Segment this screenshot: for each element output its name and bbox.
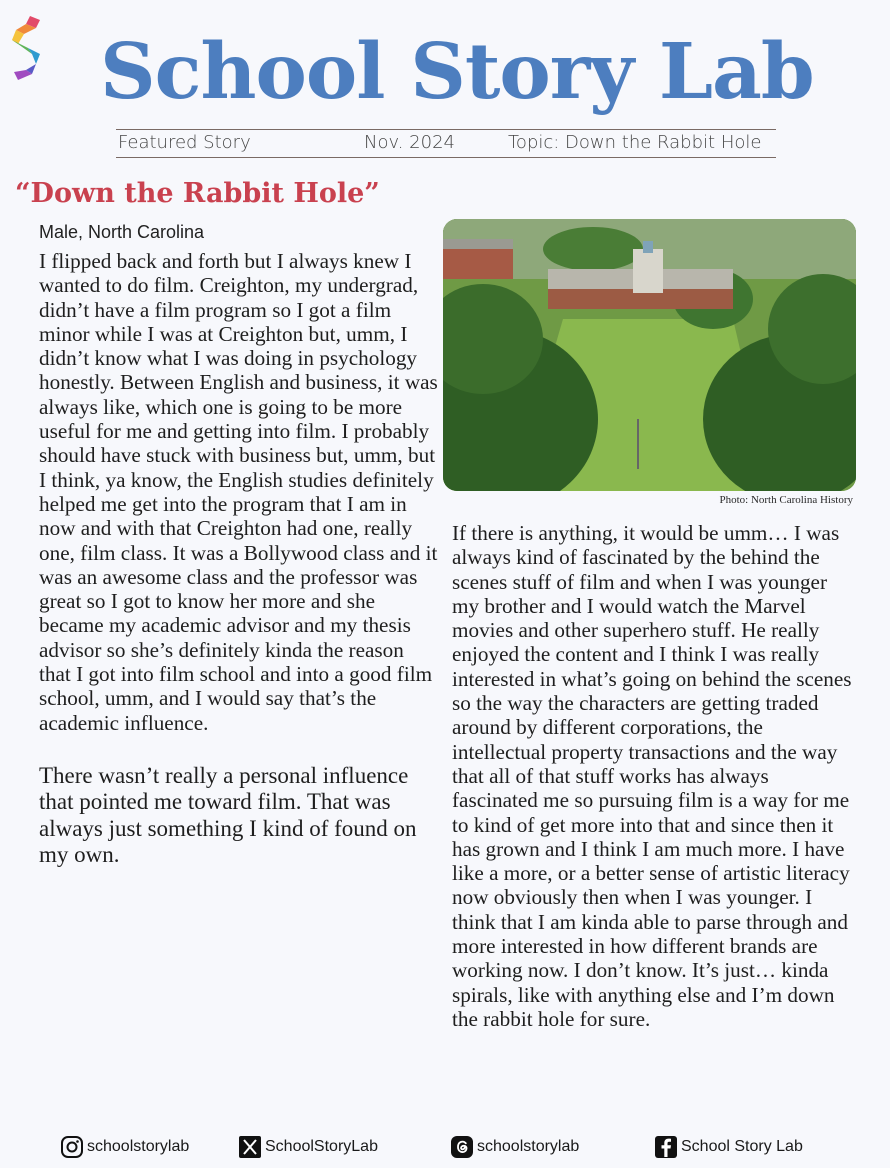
story-paragraph: If there is anything, it would be umm… I was always kind of fascinated by the behind the scenes stuff of film and when I was younger my brother and I would watch the Marvel movies and other superhero stuff. He really enjoyed the content and I think I was really interested in what’s going on behind the scenes so the way the characters are getting traded around by different corporations, the intellectual property transactions and the way that all of that stuff works has always fascinated me so pursuing film is a way for me to kind of get more into that and since then it has grown and I think I am much more. I have like a more, or a better sense of artistic literacy now obviously then when I was younger. I think that I am kinda able to parse through and more interested in how different brands are working now. I don’t know. It’s just… kinda spirals, like with anything else and I’m down the rabbit hole for sure. — [452, 521, 852, 1031]
instagram-icon — [60, 1135, 84, 1159]
threads-icon — [450, 1135, 474, 1159]
threads-link[interactable] — [450, 1134, 579, 1160]
campus-photo — [443, 219, 856, 491]
photo-caption: Photo: North Carolina History — [719, 494, 853, 506]
facebook-icon — [654, 1135, 678, 1159]
right-column — [452, 521, 852, 1031]
masthead-title: School Story Lab — [100, 27, 814, 117]
left-column — [39, 249, 439, 868]
byline: Male, North Carolina — [39, 222, 205, 242]
story-paragraph: There wasn’t really a personal influence that pointed me toward film. That was always just something I kind of found on my own. — [39, 762, 417, 867]
story-title: “Down the Rabbit Hole” — [15, 178, 380, 209]
facebook-link[interactable] — [654, 1134, 803, 1160]
story-paragraph: I flipped back and forth but I always knew I wanted to do film. Creighton, my undergrad, didn’t have a film program so I got a film minor while I was at Creighton but, umm, I didn’t know what I was doing in psychology honestly. Between English and business, it was always like, which one is going to be more useful for me and getting into film. I probably should have stuck with business but, umm, but I think, ya know, the English studies definitely helped me get into the program that I am in now and with that Creighton had one, really one, film class. It was a Bollywood class and it was an awesome class and the professor was great so I got to know her more and she became my academic advisor and my thesis advisor so she’s definitely kinda the reason that I got into film school and into a good film school, umm, and I would say that’s the academic influence. — [39, 249, 438, 735]
facebook-handle: School Story Lab — [681, 1138, 803, 1155]
instagram-handle: schoolstorylab — [87, 1138, 190, 1155]
issue-date: Nov. 2024 — [364, 132, 455, 153]
x-icon — [238, 1135, 262, 1159]
divider — [116, 157, 776, 158]
logo-s-icon — [10, 14, 44, 84]
divider — [116, 129, 776, 130]
topic-label: Topic: Down the Rabbit Hole — [508, 132, 762, 153]
featured-label: Featured Story — [118, 132, 251, 153]
threads-handle: schoolstorylab — [477, 1138, 580, 1155]
x-handle: SchoolStoryLab — [265, 1138, 378, 1155]
instagram-link[interactable] — [60, 1134, 189, 1160]
x-link[interactable] — [238, 1134, 378, 1160]
